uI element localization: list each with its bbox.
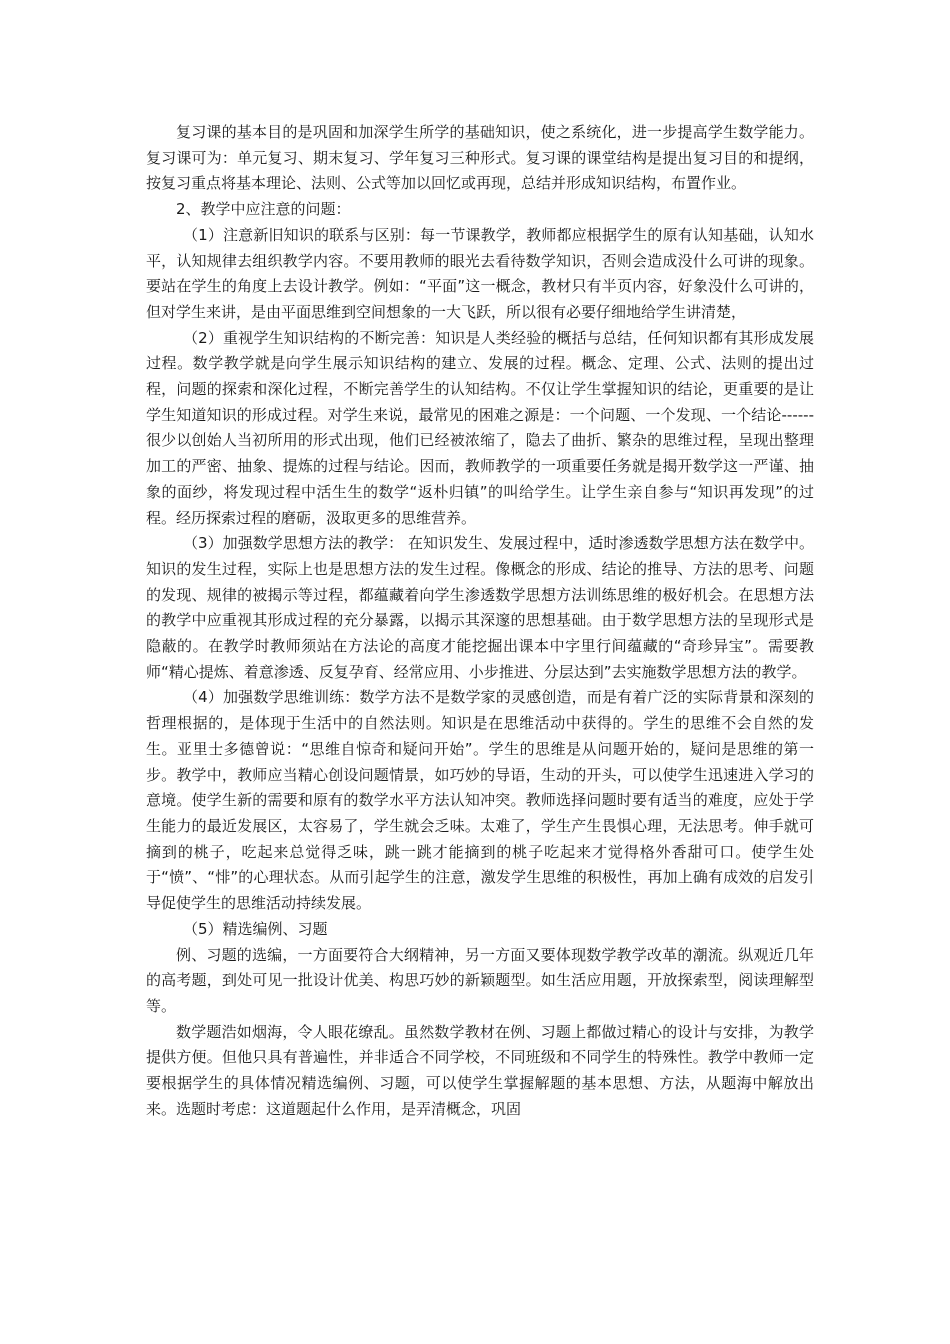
- paragraph-point-3: （3）加强数学思想方法的教学： 在知识发生、发展过程中，适时渗透数学思想方法在数学中。知识的发生过程，实际上也是思想方法的发生过程。像概念的形成、结论的推导、方法的思考、问题的发现、规律的被揭示等过程，都蕴藏着向学生渗透数学思想方法训练思维的极好机会。在思想方法的教学中应重视其形成过程的充分暴露，以揭示其深邃的思想基础。由于数学思想方法的呈现形式是隐蔽的。在教学时教师须站在方法论的高度才能挖掘出课本中字里行间蕴藏的“奇珍异宝”。需要教师“精心提炼、着意渗透、反复孕育、经常应用、小步推进、分层达到”去实施数学思想方法的教学。: [146, 534, 814, 681]
- paragraph-point-2: （2）重视学生知识结构的不断完善：知识是人类经验的概括与总结，任何知识都有其形成发展过程。数学教学就是向学生展示知识结构的建立、发展的过程。概念、定理、公式、法则的提出过程，问题的探索和深化过程，不断完善学生的认知结构。不仅让学生掌握知识的结论，更重要的是让学生知道知识的形成过程。对学生来说，最常见的困难之源是：一个问题、一个发现、一个结论------很少以创始人当初所用的形式出现，他们已经被浓缩了，隐去了曲折、繁杂的思维过程，呈现出整理加工的严密、抽象、提炼的过程与结论。因而，教师教学的一项重要任务就是揭开数学这一严谨、抽象的面纱，将发现过程中活生生的数学“返朴归镇”的叫给学生。让学生亲自参与“知识再发现”的过程。经历探索过程的磨砺，汲取更多的思维营养。: [146, 328, 814, 527]
- paragraph-problem-selection: 数学题浩如烟海，令人眼花缭乱。虽然数学教材在例、习题上都做过精心的设计与安排，为教学提供方便。但他只具有普遍性，并非适合不同学校，不同班级和不同学生的特殊性。教学中教师一定要根据学生的具体情况精选编例、习题，可以使学生掌握解题的基本思想、方法，从题海中解放出来。选题时考虑：这道题起什么作用，是弄清概念，巩固: [146, 1022, 814, 1118]
- paragraph-example-selection: 例、习题的选编，一方面要符合大纲精神，另一方面又要体现数学教学改革的潮流。纵观近几年的高考题，到处可见一批设计优美、构思巧妙的新颖题型。如生活应用题，开放探索型，阅读理解型等。: [146, 945, 814, 1015]
- paragraph-point-1: （1）注意新旧知识的联系与区别：每一节课教学，教师都应根据学生的原有认知基础，认知水平，认知规律去组织教学内容。不要用教师的眼光去看待数学知识，否则会造成没什么可讲的现象。要站在学生的角度上去设计教学。例如：“平面”这一概念，教材只有半页内容，好象没什么可讲的，但对学生来讲，是由平面思维到空间想象的一大飞跃，所以很有必要仔细地给学生讲清楚，: [146, 225, 814, 321]
- document-body: [146, 120, 814, 1122]
- paragraph-point-4: （4）加强数学思维训练：数学方法不是数学家的灵感创造，而是有着广泛的实际背景和深刻的哲理根据的，是体现于生活中的自然法则。知识是在思维活动中获得的。学生的思维不会自然的发生。亚里士多德曾说：“思维自惊奇和疑问开始”。学生的思维是从问题开始的，疑问是思维的第一步。教学中，教师应当精心创设问题情景，如巧妙的导语，生动的开头，可以使学生迅速进入学习的意境。使学生新的需要和原有的数学水平方法认知冲突。教师选择问题时要有适当的难度，应处于学生能力的最近发展区，太容易了，学生就会乏味。太难了，学生产生畏惧心理，无法思考。伸手就可摘到的桃子，吃起来总觉得乏味，跳一跳才能摘到的桃子吃起来才觉得格外香甜可口。使学生处于“愤”、“悱”的心理状态。从而引起学生的注意，激发学生思维的积极性，再加上确有成效的启发引导促使学生的思维活动持续发展。: [146, 688, 814, 913]
- section-heading-teaching-issues: 2、教学中应注意的问题：: [176, 200, 351, 219]
- paragraph-point-5-heading: （5）精选编例、习题: [183, 919, 328, 938]
- paragraph-review-class-purpose: 复习课的基本目的是巩固和加深学生所学的基础知识，使之系统化，进一步提高学生数学能力。复习课可为：单元复习、期末复习、学年复习三种形式。复习课的课堂结构是提出复习目的和提纲，按复习重点将基本理论、法则、公式等加以回忆或再现，总结并形成知识结构，布置作业。: [146, 123, 814, 193]
